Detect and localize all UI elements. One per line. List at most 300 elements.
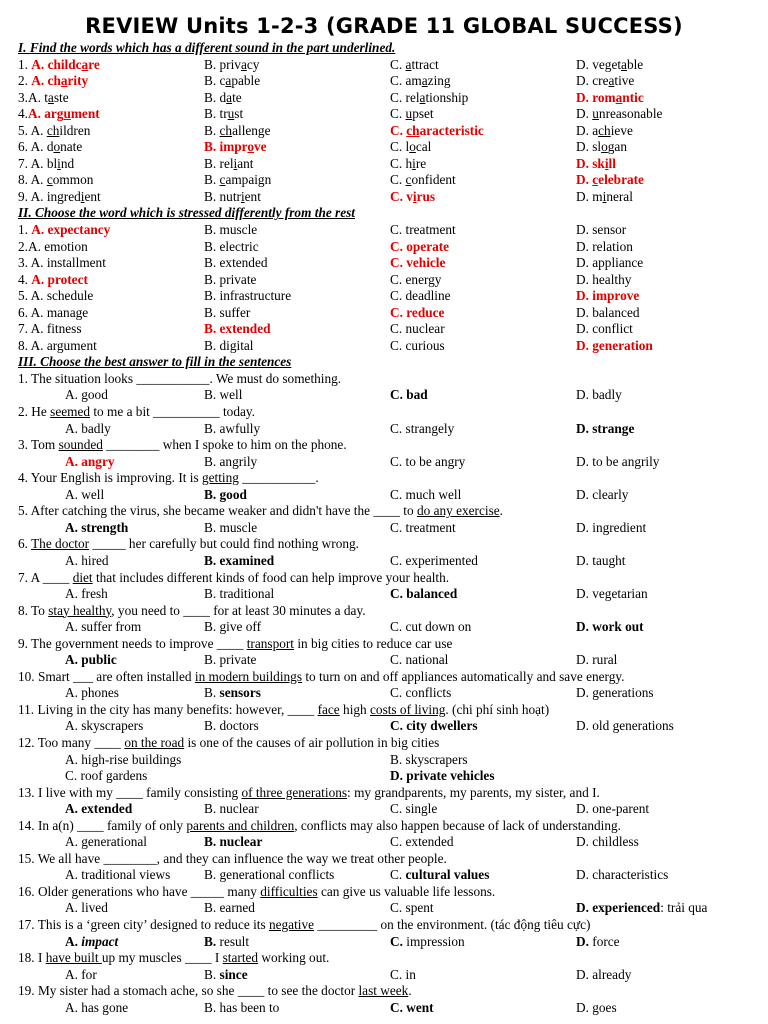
option-d	[576, 222, 626, 239]
option-d	[576, 487, 628, 504]
question-row	[0, 189, 768, 206]
text-fragment: 19. My sister had a stomach ache, so she ____ to see the doctor	[18, 983, 359, 999]
text-fragment: C. energy	[390, 271, 442, 287]
option-b	[204, 834, 262, 851]
text-fragment: A. phones	[65, 685, 119, 701]
text-fragment: i	[412, 188, 417, 204]
option-d	[576, 520, 646, 537]
text-fragment: ent	[84, 188, 101, 204]
text-fragment: re	[88, 56, 100, 72]
option-b	[204, 156, 254, 173]
text-fragment: C. reduce	[390, 304, 445, 320]
text-fragment: C. treatment	[390, 222, 456, 238]
text-fragment: 5. A.	[18, 122, 47, 138]
option-d	[576, 867, 668, 884]
text-fragment: B.	[204, 933, 217, 949]
question-text	[18, 702, 549, 719]
text-fragment: C. l	[390, 139, 410, 155]
text-fragment: ble	[626, 56, 644, 72]
text-fragment: tive	[614, 73, 635, 89]
text-fragment: u	[63, 106, 71, 122]
text-fragment: cal	[415, 139, 432, 155]
text-fragment: ommon	[52, 172, 94, 188]
answer-options-row	[0, 487, 768, 504]
text-fragment: C.	[390, 933, 403, 949]
question-text	[18, 851, 447, 868]
text-fragment: D.	[576, 172, 593, 188]
text-fragment: high	[339, 701, 371, 717]
option-b	[204, 801, 259, 818]
text-fragment: D. conflict	[576, 321, 633, 337]
option-a	[18, 57, 100, 74]
option-d	[390, 768, 495, 785]
option-d	[576, 239, 633, 256]
text-fragment: ch	[219, 122, 233, 138]
text-fragment: A. ch	[31, 73, 61, 89]
text-fragment: ment	[70, 106, 100, 122]
text-fragment: A. public	[65, 652, 117, 668]
text-fragment: tionship	[425, 89, 469, 105]
text-fragment: a	[225, 73, 232, 89]
text-fragment: B. suffer	[204, 304, 251, 320]
question-row	[0, 255, 768, 272]
option-d	[576, 338, 653, 355]
text-fragment: B. muscle	[204, 222, 258, 238]
text-fragment: getting	[201, 470, 239, 486]
text-fragment: 6.	[18, 536, 32, 552]
text-fragment: 8. A.	[18, 172, 47, 188]
question-stem	[0, 818, 768, 835]
option-b	[204, 652, 256, 669]
text-fragment: do any exercise	[416, 503, 500, 519]
question-row	[0, 90, 768, 107]
text-fragment: stay healthy	[48, 602, 112, 618]
text-fragment: A. strength	[65, 519, 129, 535]
option-c	[390, 272, 441, 289]
question-text	[18, 503, 503, 520]
question-row	[0, 139, 768, 156]
question-text	[18, 437, 347, 454]
option-a	[65, 834, 147, 851]
text-fragment: c	[592, 172, 599, 188]
option-d	[576, 156, 616, 173]
text-fragment: cy	[246, 56, 260, 72]
text-fragment: A. well	[65, 486, 105, 502]
option-b	[204, 685, 261, 702]
option-a	[18, 172, 93, 189]
text-fragment: i	[604, 155, 609, 171]
text-fragment: a	[81, 56, 89, 72]
text-fragment: up my muscles ____ I	[101, 950, 223, 966]
text-fragment: ch	[406, 122, 420, 138]
text-fragment: , conflicts may also happen because of lack of understanding.	[294, 817, 621, 833]
text-fragment: nd	[60, 155, 75, 171]
question-stem	[0, 669, 768, 686]
option-a	[18, 156, 74, 173]
text-fragment: D. sl	[576, 139, 602, 155]
text-fragment: c	[219, 172, 226, 188]
option-c	[390, 900, 434, 917]
text-fragment: D. vegetarian	[576, 586, 648, 602]
text-fragment: C.	[390, 56, 406, 72]
text-fragment: 7. A ____	[18, 569, 73, 585]
text-fragment: 1.	[18, 222, 32, 238]
option-c	[390, 934, 465, 951]
text-fragment: a	[419, 89, 426, 105]
text-fragment: D. appliance	[576, 255, 644, 271]
text-fragment: C. single	[390, 801, 438, 817]
question-row	[0, 338, 768, 355]
option-c	[390, 239, 449, 256]
text-fragment: C. strangely	[390, 420, 455, 436]
option-b	[204, 900, 255, 917]
text-fragment: B. rel	[204, 155, 234, 171]
option-b	[204, 139, 267, 156]
option-d	[576, 106, 662, 123]
text-fragment: A. skyscrapers	[65, 718, 144, 734]
option-c	[390, 90, 468, 107]
text-fragment: B.	[204, 966, 220, 982]
option-c	[390, 387, 428, 404]
text-fragment: B. infrastructure	[204, 288, 292, 304]
text-fragment: 2. He	[18, 404, 51, 420]
text-fragment: 2.	[18, 73, 32, 89]
option-c	[390, 718, 478, 735]
text-fragment: B. electric	[204, 238, 259, 254]
option-c	[390, 106, 434, 123]
text-fragment: a	[615, 89, 623, 105]
text-fragment: a	[621, 56, 627, 72]
text-fragment: A. arg	[27, 106, 64, 122]
option-b	[204, 619, 261, 636]
answer-options-row	[0, 421, 768, 438]
text-fragment: 3. Tom	[18, 437, 59, 453]
text-fragment: i	[412, 155, 416, 171]
question-stem	[0, 437, 768, 454]
text-fragment: C.	[390, 122, 407, 138]
text-fragment: D. a	[576, 122, 599, 138]
option-b	[204, 454, 257, 471]
option-c	[390, 73, 451, 90]
text-fragment: on the road	[124, 734, 185, 750]
question-text	[18, 669, 624, 686]
text-fragment: impact	[81, 933, 119, 949]
text-fragment: C.	[390, 867, 406, 883]
text-fragment: i	[240, 188, 245, 204]
text-fragment: u	[405, 106, 413, 122]
text-fragment: 8. To	[18, 602, 49, 618]
text-fragment: C. nuclear	[390, 321, 445, 337]
text-fragment: a	[405, 56, 412, 72]
text-fragment: costs of living	[370, 701, 446, 717]
text-fragment: negative	[268, 916, 315, 932]
option-c	[390, 619, 471, 636]
text-fragment: re	[415, 155, 427, 171]
text-fragment: A. protect	[31, 271, 88, 287]
question-stem	[0, 470, 768, 487]
text-fragment: A. generational	[65, 834, 147, 850]
text-fragment: pable	[231, 73, 261, 89]
text-fragment: A. lived	[65, 900, 108, 916]
option-c	[390, 338, 445, 355]
text-fragment: B. private	[204, 652, 257, 668]
option-b	[204, 90, 242, 107]
answer-options-row	[0, 520, 768, 537]
text-fragment: that includes different kinds of food can help improve your health.	[92, 569, 450, 585]
text-fragment: A. traditional views	[65, 867, 171, 883]
option-b	[204, 421, 260, 438]
text-fragment: a	[60, 73, 68, 89]
text-fragment: C. in	[390, 966, 416, 982]
text-fragment: : my grandparents, my parents, my sister, and I.	[347, 784, 600, 800]
text-fragment: D. badly	[576, 387, 622, 403]
text-fragment: C. to be angry	[390, 453, 466, 469]
option-b	[204, 338, 254, 355]
text-fragment: C. operate	[390, 238, 450, 254]
option-b	[204, 321, 271, 338]
text-fragment: D. cre	[576, 73, 609, 89]
text-fragment: 12. Too many ____	[18, 734, 125, 750]
option-d	[576, 321, 633, 338]
text-fragment: pset	[412, 106, 434, 122]
option-a	[65, 967, 97, 984]
text-fragment: 6. A. manage	[18, 304, 89, 320]
text-fragment: B. impr	[204, 139, 248, 155]
text-fragment: diet	[72, 569, 93, 585]
answer-options-row	[0, 454, 768, 471]
text-fragment: ve	[254, 139, 267, 155]
answer-options-row	[0, 768, 768, 785]
text-fragment: B. angrily	[204, 453, 258, 469]
question-stem	[0, 785, 768, 802]
option-b	[204, 586, 274, 603]
text-fragment: B. traditional	[204, 586, 275, 602]
text-fragment: 6. A. d	[18, 139, 54, 155]
question-text	[18, 735, 439, 752]
question-text	[18, 603, 366, 620]
text-fragment: u	[592, 106, 599, 122]
text-fragment: te	[232, 89, 242, 105]
option-c	[390, 652, 448, 669]
text-fragment: transport	[246, 635, 294, 651]
text-fragment: _____ her carefully but could find nothing wrong.	[89, 536, 359, 552]
text-fragment: ildren	[59, 122, 91, 138]
text-fragment: to turn on and off appliances automatically and save energy.	[302, 668, 625, 684]
option-d	[576, 553, 626, 570]
option-b	[204, 520, 257, 537]
question-text	[18, 404, 255, 421]
text-fragment: 4.	[18, 271, 32, 287]
text-fragment: c	[405, 172, 412, 188]
option-c	[390, 305, 444, 322]
option-c	[390, 586, 457, 603]
answer-options-row	[0, 685, 768, 702]
option-c	[390, 454, 465, 471]
option-d	[576, 685, 654, 702]
text-fragment: D. sk	[576, 155, 605, 171]
option-d	[576, 305, 640, 322]
answer-options-row	[0, 652, 768, 669]
answer-options-row	[0, 387, 768, 404]
answer-options-row	[0, 718, 768, 735]
question-text	[18, 950, 329, 967]
text-fragment: A.	[31, 56, 48, 72]
text-fragment: o	[247, 139, 255, 155]
text-fragment: D. to be angrily	[576, 453, 660, 469]
option-a	[18, 288, 93, 305]
answer-options-row	[0, 934, 768, 951]
text-fragment: can give us valuable life lessons.	[317, 883, 496, 899]
option-a	[18, 222, 110, 239]
text-fragment: a	[226, 89, 233, 105]
option-d	[576, 123, 633, 140]
answer-options-row	[0, 752, 768, 769]
option-c	[390, 520, 456, 537]
text-fragment: 16. Older generations who have _____ many	[18, 883, 261, 899]
text-fragment: B. nutr	[204, 188, 241, 204]
text-fragment: 1. The situation looks ___________. We must do something.	[18, 370, 342, 386]
text-fragment: B. priv	[204, 56, 241, 72]
option-a	[65, 421, 111, 438]
text-fragment: aracteristic	[419, 122, 484, 138]
question-stem	[0, 536, 768, 553]
text-fragment: ant	[237, 155, 254, 171]
option-b	[204, 255, 268, 272]
text-fragment: 1.	[18, 56, 32, 72]
option-a	[65, 652, 117, 669]
question-text	[18, 470, 319, 487]
text-fragment: B. extended	[204, 321, 271, 337]
text-fragment: A. fresh	[65, 586, 108, 602]
text-fragment: D. old generations	[576, 718, 674, 734]
option-c	[390, 487, 461, 504]
text-fragment: ntic	[622, 89, 644, 105]
question-row	[0, 73, 768, 90]
text-fragment: C. extended	[390, 834, 454, 850]
option-c	[390, 255, 445, 272]
text-fragment: C. rel	[390, 89, 420, 105]
text-fragment: A. high-rise buildings	[65, 751, 182, 767]
text-fragment: C. much well	[390, 486, 462, 502]
text-fragment: 18. I	[18, 950, 46, 966]
text-fragment: B. has been to	[204, 999, 280, 1015]
question-row	[0, 272, 768, 289]
text-fragment: 14. In a(n) ____ family of only	[18, 817, 187, 833]
text-fragment: 4.	[18, 106, 28, 122]
option-d	[576, 90, 644, 107]
text-fragment: D. healthy	[576, 271, 632, 287]
option-c	[390, 139, 431, 156]
question-stem	[0, 983, 768, 1000]
text-fragment: 7. A. fitness	[18, 321, 82, 337]
text-fragment: have built	[45, 950, 102, 966]
option-a	[65, 934, 118, 951]
question-text	[18, 570, 449, 587]
text-fragment: D. taught	[576, 552, 626, 568]
question-stem	[0, 371, 768, 388]
page-title: REVIEW Units 1-2-3 (GRADE 11 GLOBAL SUCCESS)	[85, 14, 683, 38]
text-fragment: C. conflicts	[390, 685, 452, 701]
option-b	[204, 73, 260, 90]
text-fragment: u	[227, 106, 235, 122]
text-fragment: i	[80, 188, 85, 204]
text-fragment: .	[408, 983, 412, 999]
text-fragment: 7. A. bl	[18, 155, 58, 171]
text-fragment: C.	[390, 106, 406, 122]
option-a	[65, 454, 115, 471]
text-fragment: rity	[67, 73, 89, 89]
option-a	[65, 867, 170, 884]
option-b	[204, 967, 248, 984]
text-fragment: C. national	[390, 652, 449, 668]
text-fragment: to me a bit __________ today.	[90, 404, 255, 420]
text-fragment: D. clearly	[576, 486, 629, 502]
option-a	[18, 239, 88, 256]
text-fragment: D. childless	[576, 834, 639, 850]
question-stem	[0, 404, 768, 421]
text-fragment: onfident	[411, 172, 456, 188]
text-fragment: a	[608, 73, 615, 89]
option-b	[204, 487, 247, 504]
option-c	[390, 222, 456, 239]
option-a	[65, 520, 128, 537]
text-fragment: ll	[608, 155, 616, 171]
text-fragment: C. am	[390, 73, 422, 89]
text-fragment: 8. A. argument	[18, 337, 97, 353]
text-fragment: ent	[244, 188, 261, 204]
text-fragment: parents and children	[186, 817, 295, 833]
section-heading-text: I. Find the words which has a different sound in the part underlined.	[18, 40, 396, 55]
text-fragment: D. experienced	[576, 900, 661, 916]
option-d	[576, 619, 644, 636]
option-c	[390, 288, 451, 305]
text-fragment: C. roof gardens	[65, 768, 148, 784]
option-a	[65, 1000, 128, 1017]
text-fragment: D. private vehicles	[390, 768, 495, 784]
text-fragment: B. good	[204, 486, 247, 502]
text-fragment: cultural values	[405, 867, 490, 883]
text-fragment: 15. We all have ________, and they can influence the way we treat other people.	[18, 850, 447, 866]
text-fragment: B. tr	[204, 106, 228, 122]
option-b	[204, 934, 249, 951]
text-fragment: st	[234, 106, 244, 122]
text-fragment: C. bad	[390, 387, 428, 403]
option-a	[18, 321, 82, 338]
text-fragment: C. experimented	[390, 552, 478, 568]
text-fragment: C. balanced	[390, 586, 458, 602]
text-fragment: D. m	[576, 188, 603, 204]
option-d	[576, 57, 643, 74]
option-a	[65, 685, 119, 702]
text-fragment: ___________.	[238, 470, 319, 486]
text-fragment: B. extended	[204, 255, 268, 271]
question-text	[18, 785, 600, 802]
text-fragment: B.	[204, 122, 220, 138]
question-text	[18, 917, 590, 934]
text-fragment: A. extended	[65, 801, 133, 817]
option-a	[65, 900, 108, 917]
option-d	[576, 834, 639, 851]
text-fragment: B. doctors	[204, 718, 259, 734]
text-fragment: sounded	[58, 437, 103, 453]
text-fragment: result	[216, 933, 250, 949]
text-fragment: 2.A. emotion	[18, 238, 88, 254]
answer-options-row	[0, 834, 768, 851]
option-c	[390, 156, 426, 173]
text-fragment: o	[601, 139, 608, 155]
option-d	[576, 967, 631, 984]
option-d	[576, 652, 617, 669]
